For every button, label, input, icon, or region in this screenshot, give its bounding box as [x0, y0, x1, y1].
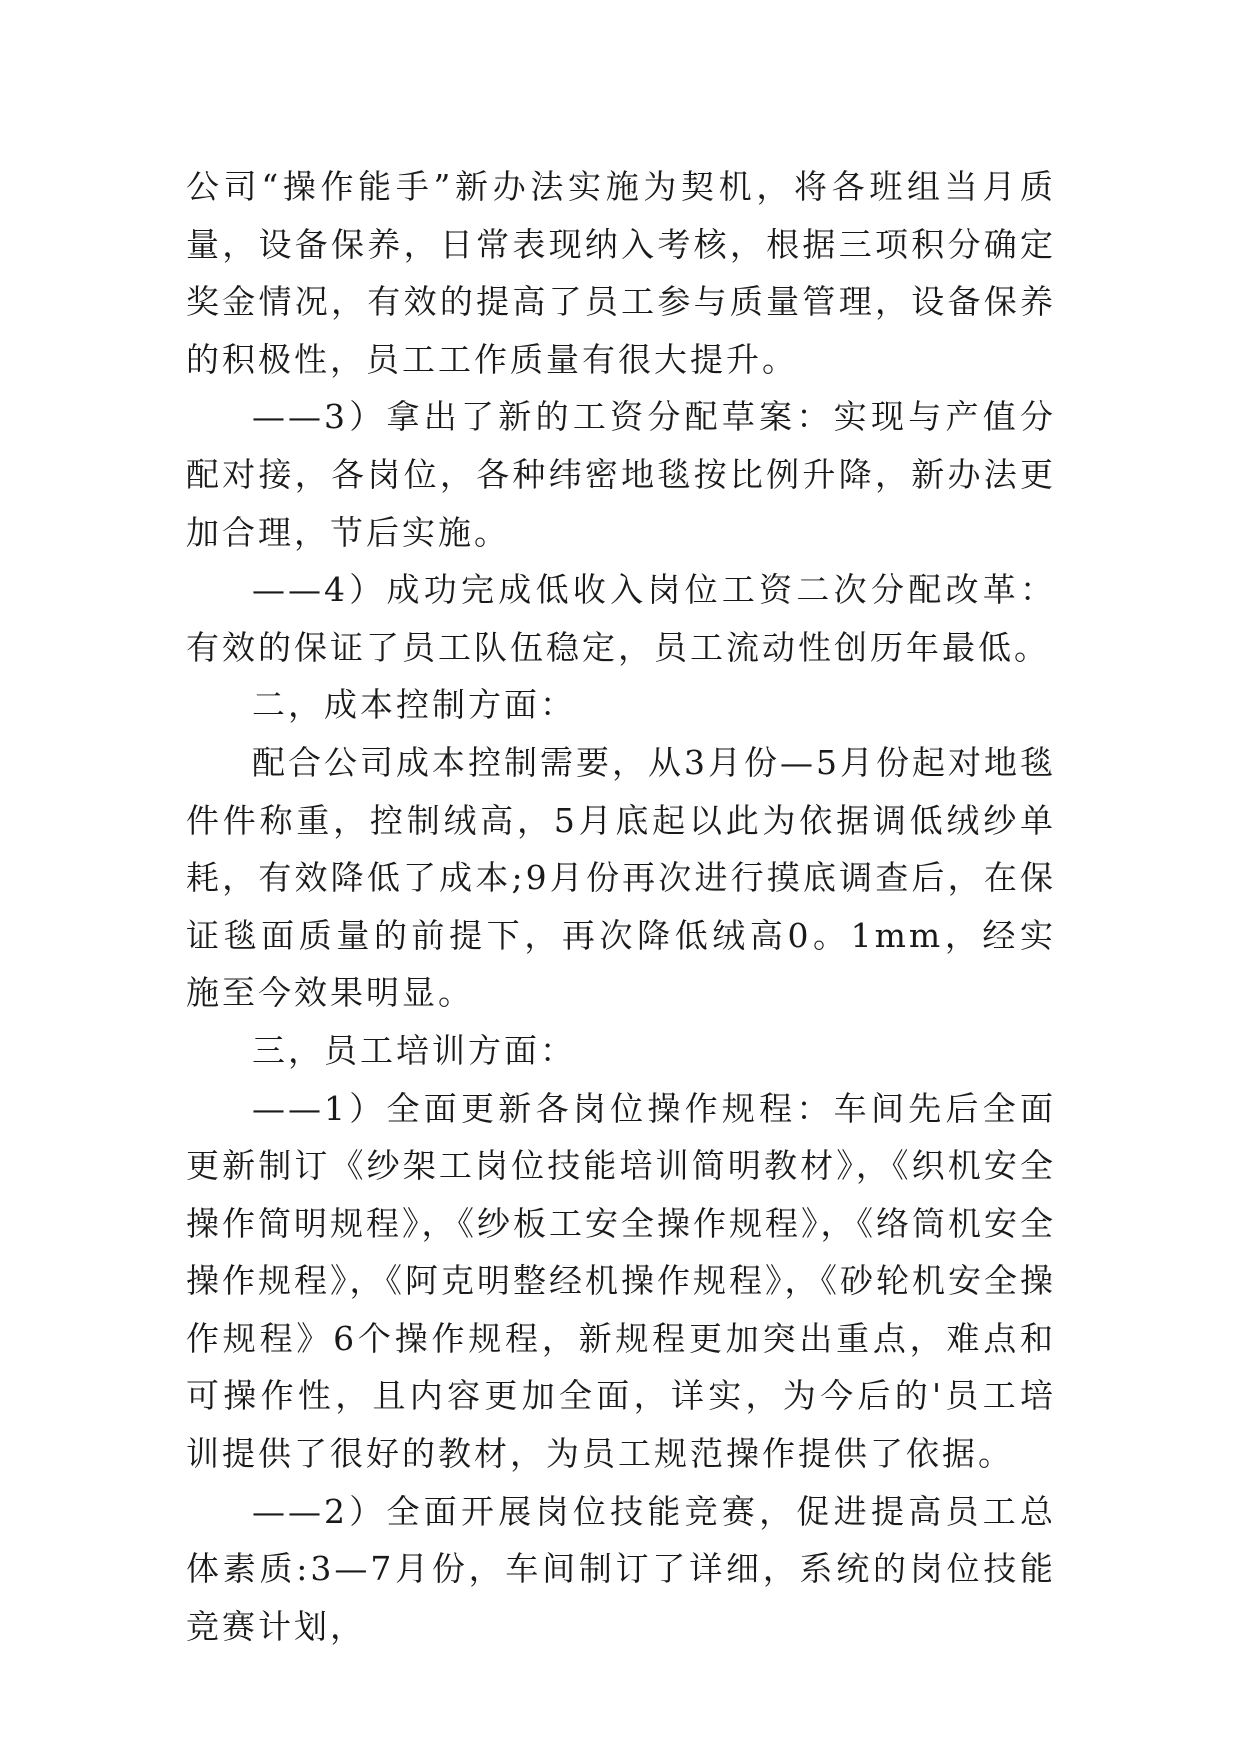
paragraph-1: 公司“操作能手”新办法实施为契机，将各班组当月质量，设备保养，日常表现纳入考核，根据三项积分确定奖金情况，有效的提高了员工参与质量管理，设备保养的积极性，员工工作质量有很大提升。	[186, 167, 1056, 379]
paragraph-2: ——3）拿出了新的工资分配草案：实现与产值分配对接，各岗位，各种纬密地毯按比例升降，新办法更加合理，节后实施。	[186, 397, 1056, 552]
paragraph-7: ——1）全面更新各岗位操作规程：车间先后全面更新制订《纱架工岗位技能培训简明教材》，《织机安全操作简明规程》，《纱板工安全操作规程》，《络筒机安全操作规程》，《阿克明整经机操作规程》，《砂轮机安全操作规程》6个操作规程，新规程更加突出重点，难点和可操作性，且内容更加全面，详实，为今后的'员工培训提供了很好的教材，为员工规范操作提供了依据。	[186, 1088, 1056, 1474]
document-body	[186, 158, 1056, 1655]
paragraph-8: ——2）全面开展岗位技能竞赛，促进提高员工总体素质:3—7月份，车间制订了详细，系统的岗位技能竞赛计划，	[186, 1491, 1056, 1646]
paragraph-3: ——4）成功完成低收入岗位工资二次分配改革：有效的保证了员工队伍稳定，员工流动性创历年最低。	[186, 570, 1056, 667]
section-heading-staff-training: 三，员工培训方面：	[252, 1030, 576, 1070]
section-heading-cost-control: 二，成本控制方面：	[252, 685, 576, 725]
paragraph-5: 配合公司成本控制需要，从3月份—5月份起对地毯件件称重，控制绒高，5月底起以此为依据调低绒纱单耗，有效降低了成本;9月份再次进行摸底调查后，在保证毯面质量的前提下，再次降低绒高0。1mm，经实施至今效果明显。	[186, 742, 1056, 1013]
